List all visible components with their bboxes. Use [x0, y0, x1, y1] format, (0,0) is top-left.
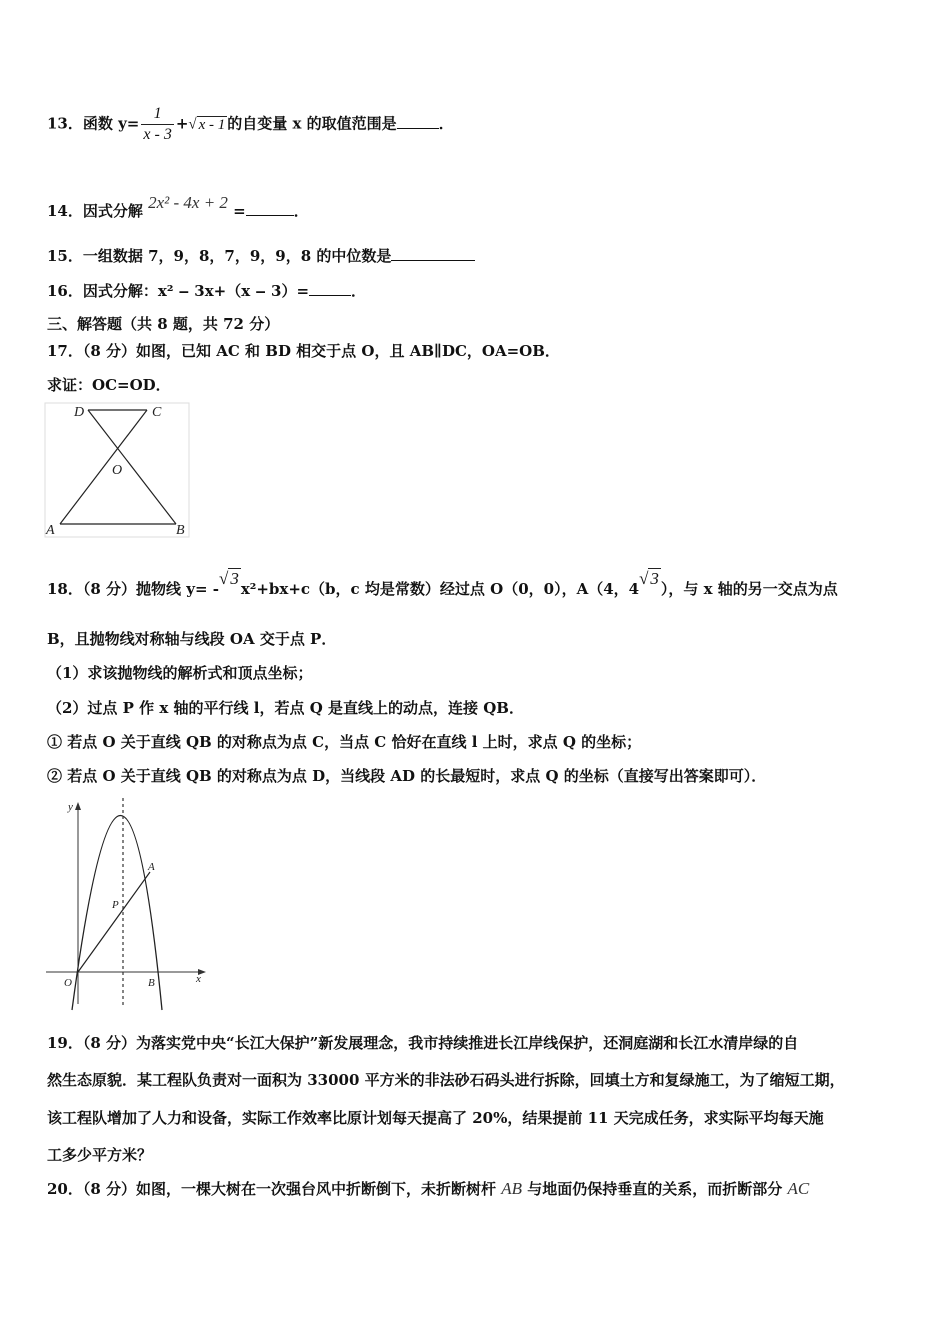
- q18-sqrt3-a-body: 3: [230, 569, 239, 588]
- q18-segment-oa: [78, 872, 150, 972]
- section-3-title: [47, 313, 279, 334]
- question-15: [47, 245, 475, 266]
- q19-line4-text: 工多少平方米？: [47, 1146, 153, 1164]
- q18-part2: x²+bx+c（b，c 均是常数）经过点 O（0，0），A（4，4: [240, 580, 640, 598]
- question-18-line4: [47, 697, 524, 718]
- question-18-line5: [47, 731, 641, 752]
- q13-frac-num: 1: [141, 104, 173, 125]
- q13-end: ．: [438, 114, 454, 133]
- question-19-line4: [47, 1144, 152, 1165]
- q19-line1-text: 19．（8 分）为落实党中央“长江大保护”新发展理念，我市持续推进长江岸线保护，还洞庭湖和长江水清岸绿的自: [47, 1034, 799, 1052]
- question-17-line2: [47, 374, 171, 395]
- q18-label-a: A: [148, 861, 155, 873]
- question-18-line2: [47, 628, 336, 649]
- q18-y-axis-arrow: [75, 802, 81, 810]
- q14-equals: =: [233, 202, 246, 220]
- q18-part3: ），与 x 轴的另一交点为点: [660, 580, 838, 598]
- q17-line1-text: 17．（8 分）如图，已知 AC 和 BD 相交于点 O，且 AB∥DC，OA=OB．: [47, 342, 560, 360]
- q13-frac-den: x - 3: [143, 126, 172, 143]
- q18-label-y: y: [68, 801, 73, 813]
- q19-line3-text: 该工程队增加了人力和设备，实际工作效率比原计划每天提高了 20%，结果提前 11 天完成任务，求实际平均每天施: [47, 1109, 824, 1127]
- question-13: [47, 104, 454, 145]
- q17-label-c: C: [152, 405, 162, 420]
- q19-line2-text: 然生态原貌．某工程队负责对一面积为 33000 平方米的非法砂石码头进行拆除，回填土方和复绿施工，为了缩短工期，: [47, 1071, 845, 1089]
- question-18-line6: [47, 765, 766, 786]
- q13-fraction: [141, 104, 173, 145]
- q16-text: 16．因式分解：x² ‒ 3x+（x ‒ 3）=: [47, 282, 310, 300]
- q14-answer-blank: [246, 203, 294, 216]
- q18-line4-text: （2）过点 P 作 x 轴的平行线 l，若点 Q 是直线上的动点，连接 QB．: [47, 699, 524, 717]
- q15-text: 15．一组数据 7，9，8，7，9，9，8 的中位数是: [47, 247, 392, 265]
- q13-sqrt-body: x - 1: [198, 116, 226, 133]
- q17-label-d: D: [74, 405, 85, 420]
- q16-end: ．: [351, 282, 367, 300]
- q13-sqrt: √ x - 1: [188, 116, 226, 133]
- q17-segment-ca: [60, 410, 147, 524]
- q15-answer-blank: [391, 248, 475, 261]
- question-19-line1: [47, 1032, 798, 1053]
- q17-segment-db: [88, 410, 176, 524]
- q17-label-a: A: [46, 523, 55, 538]
- question-17-line1: [47, 340, 560, 361]
- q17-figure: [44, 402, 190, 538]
- q13-suffix: 的自变量 x 的取值范围是: [227, 114, 397, 133]
- q18-label-b: B: [148, 977, 155, 989]
- q16-answer-blank: [309, 283, 351, 296]
- q14-expression: 2x² - 4x + 2: [148, 193, 228, 212]
- q17-label-o: O: [112, 463, 123, 478]
- q18-line2-text: B，且抛物线对称轴与线段 OA 交于点 P．: [47, 630, 337, 648]
- question-19-line2: [47, 1069, 845, 1090]
- q14-prefix: 14．因式分解: [47, 202, 143, 220]
- q18-part1: 18．（8 分）抛物线 y= -: [47, 580, 219, 598]
- q13-prefix: 13．函数 y=: [47, 114, 140, 133]
- section-3-title-text: 三、解答题（共 8 题，共 72 分）: [47, 315, 280, 333]
- q18-line5-text: ① 若点 O 关于直线 QB 的对称点为点 C，当点 C 恰好在直线 l 上时，求点 Q 的坐标；: [47, 733, 642, 751]
- q17-label-b: B: [176, 523, 185, 538]
- q13-answer-blank: [397, 116, 439, 129]
- question-20: [47, 1178, 809, 1199]
- q18-sqrt3-a: √ 3: [219, 569, 239, 588]
- q18-sqrt3-b: √ 3: [639, 569, 659, 588]
- q18-figure: [40, 796, 215, 1014]
- q18-line3-text: （1）求该抛物线的解析式和顶点坐标；: [47, 664, 313, 682]
- q17-line2-text: 求证：OC=OD．: [47, 376, 171, 394]
- q20-ab: AB: [501, 1179, 523, 1198]
- q20-ac: AC: [787, 1179, 810, 1198]
- q14-end: ．: [293, 202, 309, 220]
- q13-plus: +: [175, 114, 189, 133]
- question-14: [47, 192, 309, 220]
- q18-sqrt3-b-body: 3: [650, 569, 659, 588]
- question-18-line1: [47, 568, 838, 598]
- q20-part1: 20．（8 分）如图，一棵大树在一次强台风中折断倒下，未折断树杆: [47, 1180, 497, 1198]
- question-16: [47, 280, 366, 301]
- question-19-line3: [47, 1107, 824, 1128]
- q18-label-p: P: [112, 899, 119, 911]
- q20-part2: 与地面仍保持垂直的关系，而折断部分: [527, 1180, 783, 1198]
- q18-label-o: O: [64, 977, 72, 989]
- question-18-line3: [47, 662, 312, 683]
- q18-label-x: x: [196, 973, 201, 985]
- q18-line6-text: ② 若点 O 关于直线 QB 的对称点为点 D，当线段 AD 的长最短时，求点 Q 的坐标（直接写出答案即可）．: [47, 767, 767, 785]
